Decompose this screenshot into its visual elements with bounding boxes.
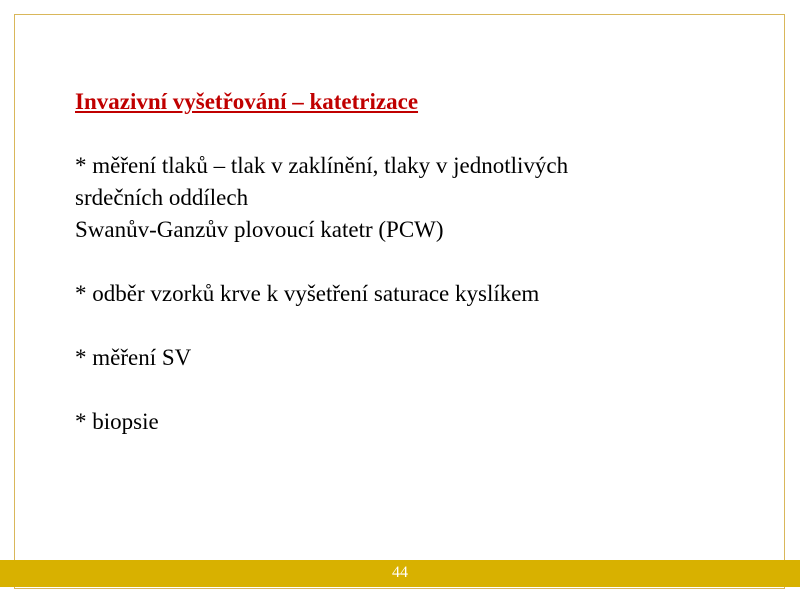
blank-line [75,246,755,278]
blank-line [75,310,755,342]
swan-ganz-catheter-line: Swanův-Ganzův plovoucí katetr (PCW) [75,217,444,242]
slide-content [75,86,755,438]
bullet-sv-measurement: * měření SV [75,345,192,370]
blank-line [75,374,755,406]
page-number: 44 [392,564,408,581]
bullet-pressure-continuation: srdečních oddílech [75,185,249,210]
bullet-blood-sampling: * odběr vzorků krve k vyšetření saturace kyslíkem [75,281,540,306]
bullet-pressure-measurement: * měření tlaků – tlak v zaklínění, tlaky v jednotlivých [75,153,569,178]
blank-line [75,118,755,150]
bullet-biopsy: * biopsie [75,409,159,434]
slide-title: Invazivní vyšetřování – katetrizace [75,89,419,114]
